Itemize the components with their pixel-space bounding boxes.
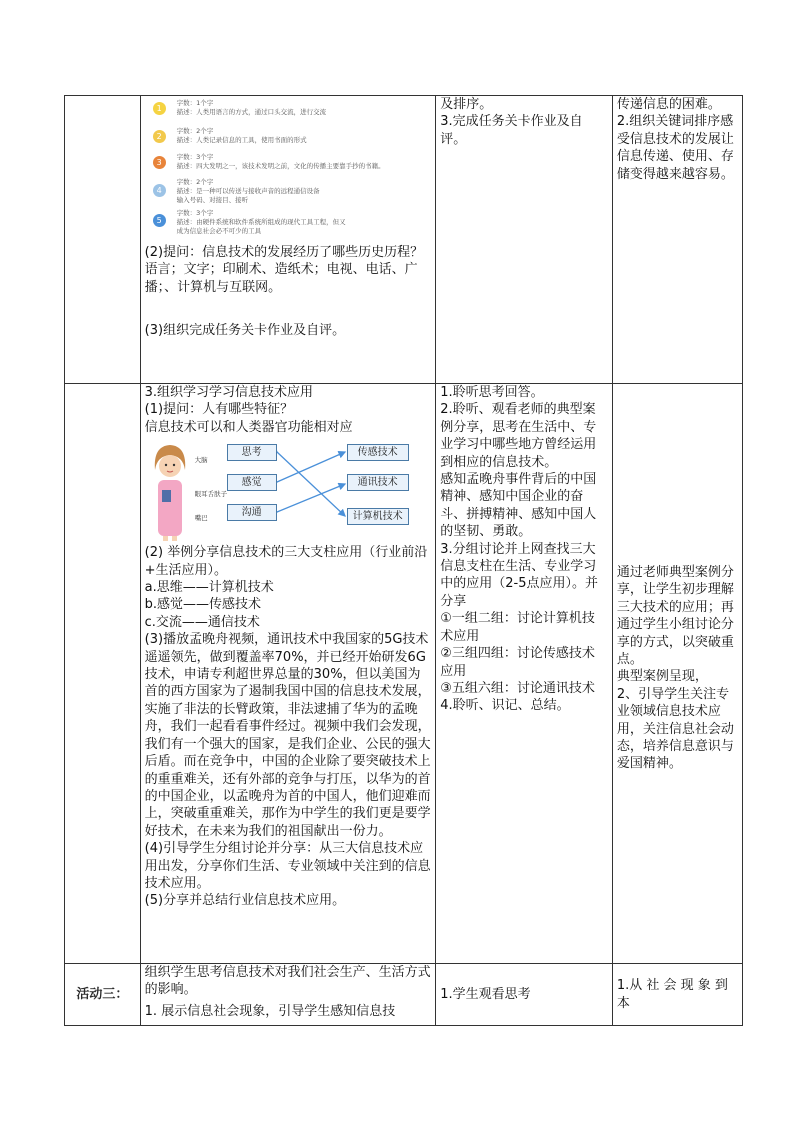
step-3-text: 字数：3个字 描述：四大发明之一，该技术发明之前，文化的传播主要靠手抄的书籍。 bbox=[176, 153, 385, 170]
table-row bbox=[65, 964, 743, 1026]
activity-three-text-1: 组织学生思考信息技术对我们社会生产、生活方式的影响。 bbox=[144, 965, 431, 998]
pillar-b: b.感觉——传感技术 bbox=[144, 597, 262, 613]
student-step-2: 2.聆听、观看老师的典型案例分享，思考在生活中、专业学习中哪些地方曾经运用到相应的信息技术。 bbox=[440, 402, 597, 470]
teacher-activity-cell bbox=[140, 964, 436, 1026]
intent-3: 2、引导学生关注专业领域信息技术应用，关注信息社会动态，培养信息意识与爱国精神。 bbox=[616, 686, 734, 772]
student-text-1: 及排序。 bbox=[440, 97, 493, 112]
student-activity-cell bbox=[436, 96, 613, 384]
activity-three-label: 活动三： bbox=[65, 964, 141, 1026]
intent-text-2: 2.组织关键词排序感受信息技术的发展让信息传递、使用、存储变得越来越容易。 bbox=[616, 114, 734, 182]
organ-label-senses: 眼耳舌肤子 bbox=[194, 490, 228, 499]
table-row bbox=[65, 384, 743, 964]
intent-1: 通过老师典型案例分享，让学生初步理解三大技术的应用；再通过学生小组讨论分享的方式，以突破重点。 bbox=[616, 565, 734, 668]
organ-label-mouth: 嘴巴 bbox=[194, 514, 208, 523]
activity-three-text-2: 1. 展示信息社会现象，引导学生感知信息技 bbox=[144, 1003, 396, 1019]
activity-label-cell bbox=[65, 96, 141, 384]
lesson-plan-table bbox=[64, 95, 743, 1026]
answer-2: 语言；文字；印刷术、造纸术；电视、电话、广播；、计算机与互联网。 bbox=[144, 262, 418, 295]
step-circle-4: 4 bbox=[153, 184, 166, 197]
group-3: ③五组六组：讨论通讯技术 bbox=[440, 680, 595, 696]
step-circle-5: 5 bbox=[153, 214, 166, 227]
map-box-computer-tech: 计算机技术 bbox=[347, 508, 409, 525]
history-steps-image bbox=[145, 96, 432, 244]
student-step-2b: 感知孟晚舟事件背后的中国精神、感知中国企业的奋斗、拼搏精神、感知中国人的坚韧、勇敢。 bbox=[440, 472, 597, 540]
student-activity-cell bbox=[436, 384, 613, 964]
organ-label-brain: 大脑 bbox=[194, 456, 208, 465]
activity-three-student: 1.学生观看思考 bbox=[440, 986, 531, 1002]
map-box-comm-tech: 通讯技术 bbox=[347, 474, 409, 491]
question-2: (2) 举例分享信息技术的三大支柱应用（行业前沿+生活应用）。 bbox=[144, 545, 428, 578]
map-box-communicate: 沟通 bbox=[227, 504, 277, 521]
activity-label-cell bbox=[65, 384, 141, 964]
activity-three-intent: 1.从 社 会 现 象 到 本 bbox=[616, 978, 728, 1011]
step-5-text: 字数：3个字 描述：由硬件系统和软件系统所组成的现代工具工程，但又 成为信息社会必不可少的工具 bbox=[176, 209, 346, 235]
discussion-paragraph: (4)引导学生分组讨论并分享：从三大信息技术应用出发，分享你们生活、专业领域中关注到的信息技术应用。 bbox=[144, 841, 431, 891]
group-2: ②三组四组：讨论传感技术应用 bbox=[440, 646, 595, 679]
teacher-activity-cell bbox=[140, 96, 436, 384]
table-row bbox=[65, 96, 743, 384]
design-intent-cell bbox=[612, 384, 742, 964]
step-4-text: 字数：2个字 描述：是一种可以传送与接收声音的远程通信设备 输入号码、对接目、接听 bbox=[176, 178, 320, 204]
question-1-note: 信息技术可以和人类器官功能相对应 bbox=[144, 419, 353, 435]
summary-line: (5)分享并总结行业信息技术应用。 bbox=[144, 893, 346, 909]
student-step-1: 1.聆听思考回答。 bbox=[440, 385, 544, 400]
map-box-think: 思考 bbox=[227, 444, 277, 461]
pillar-a: a.思维——计算机技术 bbox=[144, 580, 274, 596]
step-circle-2: 2 bbox=[153, 130, 166, 143]
question-2: (2)提问：信息技术的发展经历了哪些历史历程？ bbox=[144, 245, 424, 260]
step-circle-3: 3 bbox=[153, 156, 166, 169]
teacher-activity-cell bbox=[140, 384, 436, 964]
student-step-4: 4.聆听、识记、总结。 bbox=[440, 698, 570, 714]
question-1: (1)提问：人有哪些特征？ bbox=[144, 402, 294, 418]
step-2-text: 字数：2个字 描述：人类记录信息的工具，使用书面的形式 bbox=[176, 127, 307, 144]
intent-text-1: 传递信息的困难。 bbox=[616, 97, 721, 112]
video-paragraph: (3)播放孟晚舟视频，通讯技术中我国家的5G技术遥遥领先，做到覆盖率70%，并已经开始研发6G技术，申请专利超世界总量的30%，但以美国为首的西方国家为了遏制我国中国的信息技术发展，实施了非法的长臂政策，非法逮捕了华为的孟晚舟，我们一起看看事件经过。视频中我们会发现，我们有一个强大的国家，是我们企业、公民的强大后盾。而在竞争中，中国的企业除了要突破技术上的重重难关，还有外部的竞争与打压，以华为的首的中国企业，以孟晚舟为首的中国人，他们迎难而上，突破重重难关，那作为中学生的我们更是要学好技术，在未来为我们的祖国献出一份力。 bbox=[144, 632, 431, 839]
organ-tech-map bbox=[145, 438, 432, 544]
section-title: 3.组织学习学习信息技术应用 bbox=[144, 385, 314, 400]
student-activity-cell bbox=[436, 964, 613, 1026]
group-1: ①一组二组：讨论计算机技术应用 bbox=[440, 611, 595, 644]
student-step-3: 3.分组讨论并上网查找三大信息支柱在生活、专业学习中的应用（2-5点应用）。并分享 bbox=[440, 541, 598, 609]
pillar-c: c.交流——通信技术 bbox=[144, 614, 260, 630]
design-intent-cell bbox=[612, 964, 742, 1026]
student-text-2: 3.完成任务关卡作业及自评。 bbox=[440, 114, 583, 147]
question-3: (3)组织完成任务关卡作业及自评。 bbox=[144, 323, 346, 339]
map-box-sense: 感觉 bbox=[227, 474, 277, 491]
design-intent-cell bbox=[612, 96, 742, 384]
step-circle-1: 1 bbox=[153, 102, 166, 115]
step-1-text: 字数：1个字 描述：人类用语言的方式，通过口头交流，进行交流 bbox=[176, 99, 327, 116]
intent-2: 典型案例呈现， bbox=[616, 669, 708, 685]
map-box-sensor-tech: 传感技术 bbox=[347, 444, 409, 461]
